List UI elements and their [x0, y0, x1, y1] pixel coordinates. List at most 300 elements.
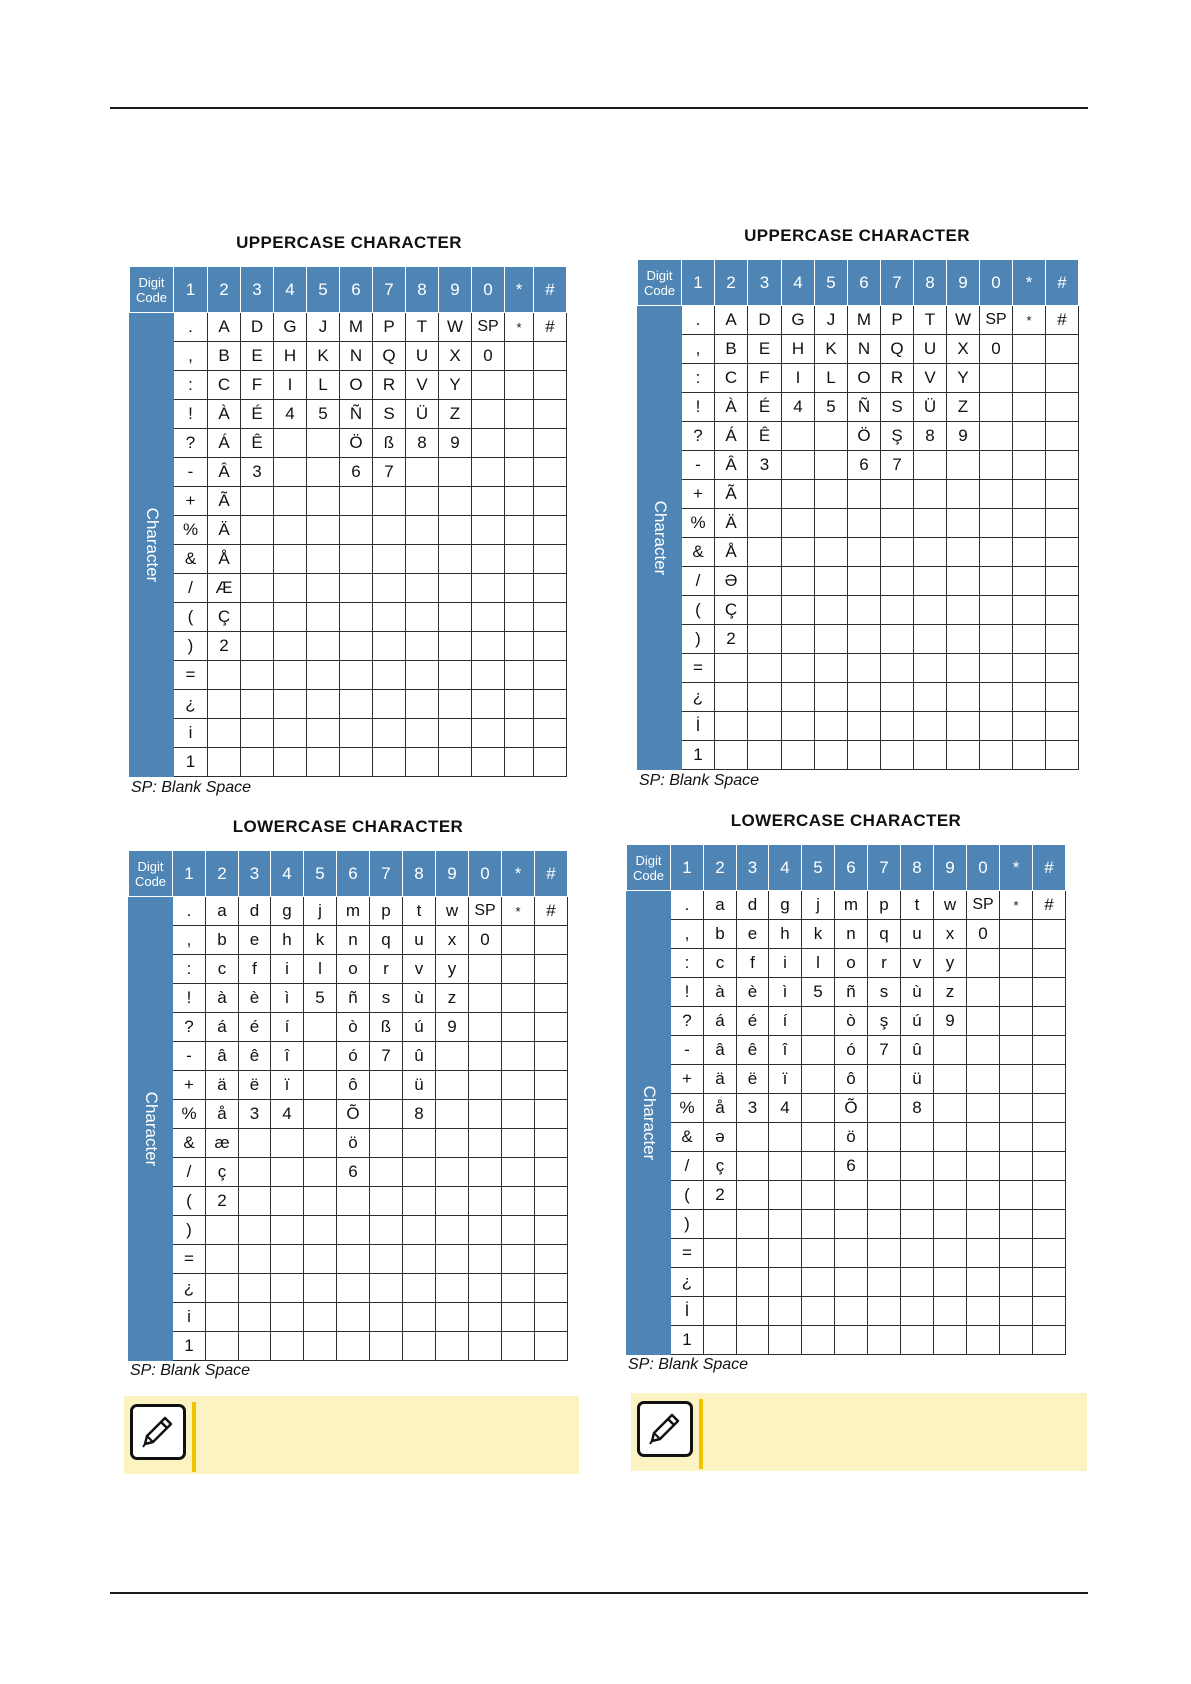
table-title: UPPERCASE CHARACTER	[744, 226, 970, 245]
character-cell: 7	[881, 451, 914, 480]
character-cell: b	[704, 920, 737, 949]
character-cell	[782, 596, 815, 625]
character-cell: #	[1033, 891, 1066, 920]
character-cell	[535, 1274, 568, 1303]
character-cell	[802, 1123, 835, 1152]
character-cell: ù	[403, 984, 436, 1013]
character-cell: Z	[947, 393, 980, 422]
character-cell	[782, 683, 815, 712]
character-cell: ñ	[337, 984, 370, 1013]
character-cell	[274, 429, 307, 458]
table-row	[638, 509, 1079, 538]
character-cell	[208, 690, 241, 719]
character-cell: ¿	[173, 1274, 206, 1303]
character-cell	[206, 1216, 239, 1245]
character-cell: )	[671, 1210, 704, 1239]
character-cell	[535, 955, 568, 984]
character-cell: o	[337, 955, 370, 984]
character-cell	[769, 1181, 802, 1210]
character-cell	[1013, 654, 1046, 683]
character-cell: v	[403, 955, 436, 984]
character-cell	[239, 1216, 271, 1245]
character-cell	[502, 1042, 535, 1071]
character-cell	[967, 1181, 1000, 1210]
character-cell	[370, 1129, 403, 1158]
character-cell	[947, 567, 980, 596]
character-cell	[274, 516, 307, 545]
character-cell	[901, 1268, 934, 1297]
table-row	[638, 654, 1079, 683]
character-cell: ü	[901, 1065, 934, 1094]
table-title: LOWERCASE CHARACTER	[232, 817, 464, 836]
character-cell: ó	[337, 1042, 370, 1071]
character-cell	[307, 458, 340, 487]
table-row	[627, 1210, 1066, 1239]
character-cell: X	[947, 335, 980, 364]
character-cell	[782, 654, 815, 683]
character-cell	[535, 1332, 568, 1361]
character-cell	[472, 545, 505, 574]
header-row	[638, 260, 1079, 306]
character-cell	[934, 1210, 967, 1239]
table-row	[627, 1065, 1066, 1094]
character-cell	[1013, 741, 1046, 770]
character-cell	[1046, 364, 1079, 393]
table-row	[638, 306, 1079, 335]
digit-code-header: Digit Code	[638, 260, 682, 306]
character-cell	[274, 632, 307, 661]
character-cell: c	[206, 955, 239, 984]
table-row	[129, 1187, 568, 1216]
character-cell	[1000, 920, 1033, 949]
table-row	[627, 1007, 1066, 1036]
character-cell: w	[934, 891, 967, 920]
character-cell	[868, 1065, 901, 1094]
character-cell: ¿	[174, 690, 208, 719]
digit-key-header: 2	[206, 851, 239, 897]
character-cell	[914, 451, 947, 480]
character-cell	[304, 1129, 337, 1158]
character-cell: 2	[715, 625, 748, 654]
character-cell	[1000, 1094, 1033, 1123]
character-cell: ?	[682, 422, 715, 451]
character-cell: =	[682, 654, 715, 683]
character-cell	[271, 1129, 304, 1158]
character-cell	[881, 509, 914, 538]
character-cell: 7	[373, 458, 406, 487]
character-cell: &	[682, 538, 715, 567]
character-cell: Å	[208, 545, 241, 574]
character-cell	[469, 1042, 502, 1071]
character-cell	[370, 1332, 403, 1361]
character-cell: ú	[403, 1013, 436, 1042]
character-cell: X	[439, 342, 472, 371]
footer-rule	[110, 1592, 1088, 1594]
character-cell: !	[174, 400, 208, 429]
character-cell	[307, 632, 340, 661]
character-cell: Ñ	[848, 393, 881, 422]
character-cell	[704, 1297, 737, 1326]
character-side-label	[627, 891, 671, 1355]
character-cell	[472, 719, 505, 748]
character-cell	[1033, 949, 1066, 978]
character-cell	[967, 1297, 1000, 1326]
character-cell: S	[881, 393, 914, 422]
character-cell	[304, 1216, 337, 1245]
character-cell: B	[208, 342, 241, 371]
character-cell: p	[868, 891, 901, 920]
character-cell	[848, 538, 881, 567]
table-row	[627, 1181, 1066, 1210]
character-cell: 7	[370, 1042, 403, 1071]
character-cell: Â	[715, 451, 748, 480]
character-table	[128, 850, 568, 1361]
character-cell	[1033, 1239, 1066, 1268]
character-cell	[802, 1210, 835, 1239]
character-cell: 2	[704, 1181, 737, 1210]
character-cell: Ü	[406, 400, 439, 429]
character-cell	[505, 574, 534, 603]
character-cell	[1013, 509, 1046, 538]
character-cell	[967, 1123, 1000, 1152]
digit-key-header: 3	[748, 260, 782, 306]
character-cell: ì	[769, 978, 802, 1007]
character-cell	[881, 538, 914, 567]
character-cell: ë	[239, 1071, 271, 1100]
character-cell: å	[206, 1100, 239, 1129]
character-cell	[1000, 1181, 1033, 1210]
character-cell: Æ	[208, 574, 241, 603]
character-cell: SP	[472, 313, 505, 342]
character-cell	[1046, 480, 1079, 509]
character-cell: b	[206, 926, 239, 955]
character-cell	[535, 1071, 568, 1100]
character-cell	[1046, 596, 1079, 625]
character-cell	[304, 1187, 337, 1216]
character-cell	[737, 1152, 769, 1181]
character-cell: ç	[704, 1152, 737, 1181]
character-cell	[206, 1332, 239, 1361]
character-cell: Á	[715, 422, 748, 451]
character-cell: É	[748, 393, 782, 422]
pencil-note-icon	[637, 1401, 693, 1457]
character-cell	[340, 748, 373, 777]
character-cell: #	[1046, 306, 1079, 335]
character-cell: Z	[439, 400, 472, 429]
character-cell	[505, 719, 534, 748]
character-cell	[881, 625, 914, 654]
character-cell	[241, 690, 274, 719]
character-cell: g	[271, 897, 304, 926]
character-cell	[1046, 393, 1079, 422]
character-cell	[274, 719, 307, 748]
character-cell: q	[868, 920, 901, 949]
character-cell: v	[901, 949, 934, 978]
character-cell	[370, 1158, 403, 1187]
character-cell	[337, 1187, 370, 1216]
character-cell	[304, 1071, 337, 1100]
character-cell	[815, 480, 848, 509]
character-cell: I	[782, 364, 815, 393]
digit-key-header: 7	[868, 845, 901, 891]
character-cell	[304, 1303, 337, 1332]
character-cell	[373, 545, 406, 574]
character-cell	[704, 1326, 737, 1355]
character-cell	[967, 1239, 1000, 1268]
character-cell: .	[671, 891, 704, 920]
character-cell	[1046, 654, 1079, 683]
character-cell	[782, 509, 815, 538]
digit-key-header: 2	[715, 260, 748, 306]
character-cell	[505, 545, 534, 574]
character-cell	[271, 1332, 304, 1361]
character-cell	[769, 1210, 802, 1239]
character-cell	[469, 1303, 502, 1332]
character-cell	[1033, 1065, 1066, 1094]
table-row	[129, 1013, 568, 1042]
digit-key-header: #	[1033, 845, 1066, 891]
character-cell	[848, 625, 881, 654]
table-row	[129, 1158, 568, 1187]
character-cell	[868, 1123, 901, 1152]
character-cell: r	[370, 955, 403, 984]
character-cell: H	[782, 335, 815, 364]
character-cell	[914, 567, 947, 596]
character-cell: Õ	[337, 1100, 370, 1129]
character-cell	[274, 690, 307, 719]
character-cell	[748, 596, 782, 625]
digit-code-header: Digit Code	[627, 845, 671, 891]
character-cell: Õ	[835, 1094, 868, 1123]
header-row	[627, 845, 1066, 891]
character-cell: *	[1013, 306, 1046, 335]
character-cell: V	[914, 364, 947, 393]
character-cell: J	[815, 306, 848, 335]
character-cell	[439, 516, 472, 545]
character-cell: f	[239, 955, 271, 984]
character-table	[626, 844, 1066, 1355]
character-cell	[373, 719, 406, 748]
table-row	[627, 1297, 1066, 1326]
character-cell: 0	[980, 335, 1013, 364]
table-row	[129, 1303, 568, 1332]
digit-key-header: 8	[403, 851, 436, 897]
character-cell: Ã	[208, 487, 241, 516]
character-cell	[340, 661, 373, 690]
character-cell: À	[715, 393, 748, 422]
character-cell	[271, 1245, 304, 1274]
table-row	[129, 1245, 568, 1274]
character-cell	[436, 1071, 469, 1100]
table-row	[130, 545, 567, 574]
character-cell	[901, 1297, 934, 1326]
character-cell	[304, 1274, 337, 1303]
character-cell	[914, 712, 947, 741]
character-cell: Ä	[208, 516, 241, 545]
digit-key-header: *	[502, 851, 535, 897]
digit-key-header: 0	[469, 851, 502, 897]
character-cell: ï	[271, 1071, 304, 1100]
character-cell: 4	[782, 393, 815, 422]
character-cell: -	[174, 458, 208, 487]
character-cell	[802, 1326, 835, 1355]
digit-key-header: 3	[239, 851, 271, 897]
character-cell: (	[682, 596, 715, 625]
character-cell	[1046, 509, 1079, 538]
character-cell	[534, 545, 567, 574]
character-cell	[815, 451, 848, 480]
table-row	[130, 313, 567, 342]
character-cell: 6	[337, 1158, 370, 1187]
character-cell	[505, 371, 534, 400]
character-cell	[868, 1210, 901, 1239]
table-row	[627, 1239, 1066, 1268]
character-cell: =	[173, 1245, 206, 1274]
character-cell	[534, 342, 567, 371]
character-cell	[206, 1303, 239, 1332]
character-cell	[505, 748, 534, 777]
character-cell: ,	[671, 920, 704, 949]
character-cell: Ç	[208, 603, 241, 632]
character-cell	[469, 1216, 502, 1245]
character-cell	[535, 1158, 568, 1187]
character-cell	[748, 712, 782, 741]
character-cell	[535, 1216, 568, 1245]
character-cell	[274, 748, 307, 777]
character-cell	[439, 545, 472, 574]
character-cell	[274, 545, 307, 574]
character-cell	[967, 1065, 1000, 1094]
digit-key-header: 9	[439, 267, 472, 313]
character-cell: N	[340, 342, 373, 371]
character-cell: s	[370, 984, 403, 1013]
character-cell: 5	[802, 978, 835, 1007]
character-cell: h	[769, 920, 802, 949]
character-cell	[534, 371, 567, 400]
table-row	[638, 712, 1079, 741]
character-cell	[914, 741, 947, 770]
character-side-label	[129, 897, 173, 1361]
digit-key-header: 2	[208, 267, 241, 313]
character-cell: í	[271, 1013, 304, 1042]
character-cell	[534, 400, 567, 429]
digit-key-header: *	[1000, 845, 1033, 891]
character-cell: *	[505, 313, 534, 342]
character-cell	[436, 1245, 469, 1274]
character-cell	[815, 625, 848, 654]
character-cell	[980, 480, 1013, 509]
character-cell: .	[173, 897, 206, 926]
table-row	[130, 748, 567, 777]
character-cell	[848, 712, 881, 741]
character-cell	[439, 661, 472, 690]
digit-key-header: 1	[671, 845, 704, 891]
character-cell	[782, 422, 815, 451]
character-cell	[406, 719, 439, 748]
character-cell	[502, 1216, 535, 1245]
table-row	[638, 683, 1079, 712]
character-cell	[502, 955, 535, 984]
character-cell: 9	[947, 422, 980, 451]
character-cell	[835, 1210, 868, 1239]
character-cell	[802, 1065, 835, 1094]
table-row	[627, 949, 1066, 978]
character-cell	[802, 1181, 835, 1210]
character-cell	[980, 538, 1013, 567]
character-cell: Á	[208, 429, 241, 458]
character-cell	[1033, 1268, 1066, 1297]
character-cell	[980, 683, 1013, 712]
character-cell	[534, 748, 567, 777]
table-row	[130, 429, 567, 458]
character-cell	[535, 1187, 568, 1216]
character-cell: t	[901, 891, 934, 920]
character-cell	[1013, 364, 1046, 393]
character-cell	[815, 741, 848, 770]
character-cell: Y	[947, 364, 980, 393]
character-cell	[206, 1274, 239, 1303]
character-cell	[934, 1152, 967, 1181]
character-cell: A	[715, 306, 748, 335]
blank-space-footnote: SP: Blank Space	[130, 1362, 251, 1379]
character-cell	[1013, 596, 1046, 625]
character-cell: İ	[682, 712, 715, 741]
table-row	[130, 719, 567, 748]
digit-key-header: 5	[802, 845, 835, 891]
character-cell	[505, 429, 534, 458]
character-cell	[748, 625, 782, 654]
character-cell	[715, 741, 748, 770]
character-cell	[947, 712, 980, 741]
character-cell	[881, 654, 914, 683]
character-cell: 5	[304, 984, 337, 1013]
character-cell	[1046, 422, 1079, 451]
character-cell	[241, 603, 274, 632]
character-cell	[370, 1274, 403, 1303]
character-cell	[1013, 422, 1046, 451]
character-cell	[769, 1152, 802, 1181]
character-cell	[1046, 712, 1079, 741]
character-cell	[1013, 393, 1046, 422]
character-cell	[239, 1274, 271, 1303]
character-cell	[535, 926, 568, 955]
character-cell: &	[173, 1129, 206, 1158]
character-cell: ü	[403, 1071, 436, 1100]
character-cell	[980, 451, 1013, 480]
character-cell: D	[748, 306, 782, 335]
character-cell	[502, 1071, 535, 1100]
character-cell: ç	[206, 1158, 239, 1187]
character-cell: û	[403, 1042, 436, 1071]
character-cell	[370, 1245, 403, 1274]
note-box-right	[631, 1393, 1087, 1471]
character-cell: ê	[737, 1036, 769, 1065]
character-cell	[1013, 683, 1046, 712]
character-cell	[815, 683, 848, 712]
character-cell	[534, 487, 567, 516]
character-cell	[782, 451, 815, 480]
table-row	[627, 978, 1066, 1007]
character-cell: H	[274, 342, 307, 371]
digit-key-header: 1	[682, 260, 715, 306]
character-cell	[505, 661, 534, 690]
character-cell	[1000, 1123, 1033, 1152]
digit-key-header: 2	[704, 845, 737, 891]
character-cell: û	[901, 1036, 934, 1065]
digit-key-header: 4	[271, 851, 304, 897]
character-cell	[271, 1274, 304, 1303]
character-cell	[737, 1210, 769, 1239]
